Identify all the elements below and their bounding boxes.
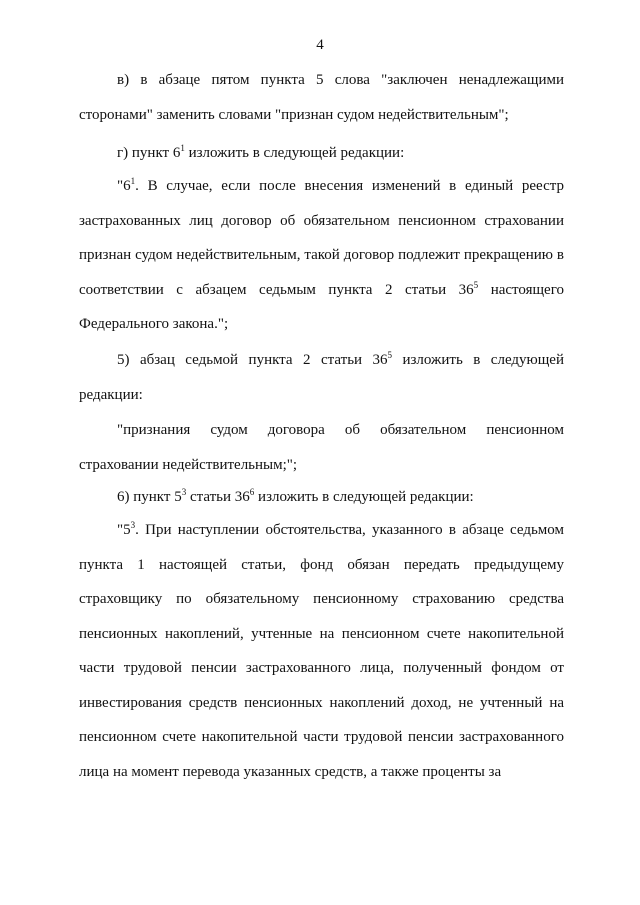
page-number: 4 [316,37,324,53]
paragraph-amendment-g: г) пункт $6^1$ изложить в следующей редакции: [117,143,405,161]
paragraph-text: в) в абзаце пятом пункта 5 слова "заключен ненадлежащими сторонами" заменить словами "признан судом недействительным"; [79,72,564,123]
paragraph-quote-recognition: "признания судом договора об обязательном пенсионном страховании недействительным;"; [79,422,564,473]
paragraph-item-5: 5) абзац седьмой пункта 2 статьи $36^5$ изложить в следующей редакции: [79,350,564,403]
paragraph-point-5-3: "$5^3$. При наступлении обстоятельства, указанного в абзаце седьмом пункта 1 настоящей статьи, фонд обязан передать предыдущему страховщику по обязательному пенсионному страхованию средства пенсионных накоплений, учтенные на пенсионном счете накопительной части трудовой пенсии застрахованного лица, полученный фондом от инвестирования средств пенсионных накоплений доход, не учтенный на пенсионном счете накопительной части трудовой пенсии застрахованного лица на момент перевода указанных средств, а также проценты за [79,520,564,780]
paragraph-point-6-1: "$6^1$. В случае, если после внесения изменений в единый реестр застрахованных лиц договор об обязательном пенсионном страховании признан судом недействительным, такой договор подлежит прекращению в соответствии с абзацем седьмым пункта 2 статьи $36^5$ настоящего Федерального закона."; [79,176,564,332]
paragraph-item-6: 6) пункт $5^3$ статьи $36^6$ изложить в следующей редакции: [117,487,474,505]
paragraph-amendment-v [79,63,564,132]
